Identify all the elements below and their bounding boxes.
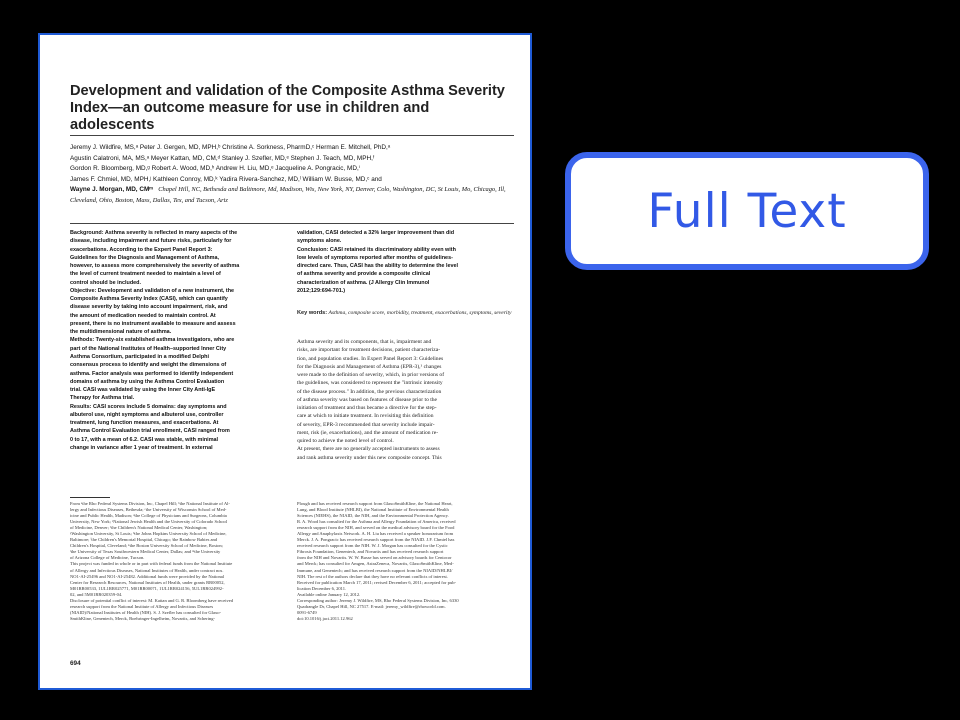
- abstract-right-column: [297, 229, 515, 295]
- body-line: the guidelines, was considered to represent the "intrinsic intensity: [297, 380, 443, 387]
- footnote-line: Immune, and Genentech; and has received research support from the NIAID/NHLBI/: [297, 567, 453, 573]
- footnote-line: Merck. J. A. Pongracic has received research support from the NIAID. J.F. Chmiel has: [297, 537, 455, 543]
- footnote-line: ˡthe University of Texas Southwestern Medical Center, Dallas; and ᵐthe University: [70, 549, 221, 555]
- footnote-line: M01RR00533, 1UL1RR025771, M01RR00071, 1UL1RR024156, 5UL1RR024992-: [70, 585, 224, 591]
- abstract-line: Conclusion: CASI retained its discriminatory ability even with: [297, 246, 456, 253]
- footnote-line: Quadrangle Dr, Chapel Hill, NC 27517. E-mail: jeremy_wildfire@rhoworld.com.: [297, 603, 446, 609]
- author-line: Jeremy J. Wildfire, MS,ᵃ Peter J. Gergen, MD, MPH,ᵇ Christine A. Sorkness, PharmD,ᶜ Herman E. Mitchell, PhD,ᵃ: [70, 144, 391, 151]
- abstract-line: however, to assess more comprehensively the severity of asthma: [70, 263, 240, 270]
- body-line: of the disease process." In addition, the previous characterization: [297, 388, 442, 395]
- body-line: initiation of treatment and thus became a directive for the step-: [297, 405, 437, 412]
- keywords-label: Key words:: [297, 310, 328, 316]
- body-line: were made to the definition of severity, which, in prior versions of: [297, 372, 445, 379]
- paper-page-thumbnail: [38, 33, 532, 690]
- abstract-line: Guidelines for the Diagnosis and Management of Asthma,: [70, 254, 220, 261]
- body-line: for the Diagnosis and Management of Asthma (EPR-3),¹ changes: [297, 363, 442, 370]
- full-text-button[interactable]: [565, 152, 929, 270]
- abstract-line: asthma. Factor analysis was performed to identify independent: [70, 370, 234, 377]
- abstract-line: exacerbations. According to the Expert Panel Report 3:: [70, 246, 213, 253]
- footnote-line: icine and Public Health, Madison; ᵈthe College of Physicians and Surgeons, Columbia: [70, 513, 227, 519]
- abstract-line: change in variance after 1 year of treatment. In external: [70, 444, 213, 451]
- abstract-line: Objective: Development and validation of a new instrument, the: [70, 287, 235, 294]
- abstract-line: Asthma Control Evaluation trial enrollment, CASI ranged from: [70, 428, 230, 435]
- footnote-line: research support from the NIH, and served on the medical advisory board for the Food: [297, 525, 455, 531]
- footnote-line: SmithKline, Genentech, Merck, Boehringer-Ingelheim, Novartis, and Schering-: [70, 615, 215, 621]
- abstract-left-column: [70, 229, 288, 452]
- footnote-line: received research support from the NIH. W. J. Morgan has consulted for the Cystic: [297, 543, 448, 549]
- footnote-line: lergy and Infectious Diseases, Bethesda; ᶜthe University of Wisconsin School of Med-: [70, 507, 227, 513]
- keywords: [297, 309, 515, 317]
- author-line: Agustin Calatroni, MA, MS,ᵃ Meyer Kattan, MD, CM,ᵈ Stanley J. Szefler, MD,ᵉ Stephen J. Teach, MD, MPH,ᶠ: [70, 154, 375, 162]
- footnote-line: (NIAID)/National Institutes of Health (NIH). S. J. Szefler has consulted for Glaxo-: [70, 609, 222, 615]
- footnote-line: ᵍWashington University, St Louis; ʰthe Johns Hopkins University School of Medicine,: [70, 531, 227, 537]
- body-line: tion, and population studies. In Expert Panel Report 3: Guidelines: [297, 355, 444, 362]
- abstract-line: 2012;129:694-701.): [297, 287, 346, 294]
- body-line: ment, risk (ie, exacerbations), and the amount of medication re-: [297, 429, 439, 436]
- body-line: At present, there are no generally accepted instruments to assess: [297, 446, 440, 453]
- footnote-line: 02, and 5M01RR020359-04.: [70, 591, 123, 597]
- keywords-text: Asthma, composite score, morbidity, treatment, exacerbations, symptoms, severity: [328, 310, 512, 316]
- footnote-line: Plough and has received research support from GlaxoSmithKline, the National Heart,: [297, 501, 453, 506]
- abstract-line: characterization of asthma. (J Allergy Clin Immunol: [297, 279, 430, 286]
- footnote-line: University, New York; ᵉNational Jewish Health and the University of Colorado School: [70, 519, 228, 525]
- abstract-line: Methods: Twenty-six established asthma investigators, who are: [70, 337, 235, 344]
- footnote-line: of Arizona College of Medicine, Tucson.: [70, 555, 145, 561]
- footnote-line: NO1-AI-25496 and NO1-AI-25482. Additional funds were provided by the National: [70, 573, 225, 579]
- author-line: James F. Chmiel, MD, MPH,ʲ Kathleen Conroy, MD,ᵏ Yadira Rivera-Sanchez, MD,ˡ William W. Busse, MD,ᶜ and: [70, 175, 382, 183]
- footnote-line: From ᵃthe Rho Federal Systems Division, Inc, Chapel Hill; ᵇthe National Institute of Al-: [70, 501, 230, 506]
- body-line: of asthma severity was based on features of disease prior to the: [297, 396, 438, 403]
- abstract-line: control should be included.: [70, 279, 141, 286]
- footnote-line: Center for Research Resources, National Institutes of Health, under grants RR00052,: [70, 579, 225, 585]
- abstract-line: the amount of medication needed to maintain control. At: [70, 312, 216, 319]
- abstract-line: Background: Asthma severity is reflected in many aspects of the: [70, 230, 238, 236]
- body-line: Asthma severity and its components, that is, impairment and: [297, 339, 432, 345]
- footnote-line: research support from the National Institute of Allergy and Infectious Diseases: [70, 603, 214, 609]
- abstract-line: treatment, lung function measures, and exacerbations. At: [70, 420, 219, 427]
- abstract-line: of asthma severity and provide a composite clinical: [297, 271, 431, 278]
- paper-title: Development and validation of the Composite Asthma Severity Index—an outcome measure for use in children and adolescents: [70, 83, 505, 133]
- author-line: Gordon R. Bloomberg, MD,ᵍ Robert A. Wood, MD,ʰ Andrew H. Liu, MD,ᵉ Jacqueline A. Pongracic, MD,ⁱ: [70, 165, 360, 173]
- footnote-line: Baltimore; ⁱthe Children's Memorial Hospital, Chicago; ʲthe Rainbow Babies and: [70, 537, 218, 543]
- footnote-line: doi:10.1016/j.jaci.2011.12.962: [297, 615, 353, 621]
- footnote-line: NIH. The rest of the authors declare that they have no relevant conflicts of interest.: [297, 573, 448, 579]
- body-line: risks, are important for treatment decisions, patient characteriza-: [297, 347, 441, 354]
- author-block: [70, 143, 514, 207]
- body-text: [297, 338, 515, 462]
- abstract-line: present, there is no instrument available to measure and assess: [70, 320, 236, 327]
- body-line: of severity, EPR-3 recommended that severity include impair-: [297, 421, 435, 428]
- footnote-line: This project was funded in whole or in part with federal funds from the National Institute: [70, 561, 233, 567]
- abstract-line: disease severity by taking into account impairment, risk, and: [70, 304, 228, 311]
- footnotes-left: [70, 501, 288, 622]
- body-line: care at which to initiate treatment. In revisiting this definition: [297, 413, 434, 420]
- author-last-line: [70, 185, 514, 206]
- footnote-rule: [70, 497, 110, 498]
- body-line: and rank asthma severity under this new composite concept. This: [297, 454, 442, 461]
- footnote-line: Lung, and Blood Institute (NHLBI), the National Institute of Environmental Health: [297, 507, 449, 513]
- abstract-line: Composite Asthma Severity Index (CASI), which can quantify: [70, 296, 228, 303]
- abstract-line: consensus process to identify and weight the dimensions of: [70, 362, 227, 369]
- footnote-line: Disclosure of potential conflict of interest: M. Kattan and G. R. Bloomberg have received: [70, 597, 234, 603]
- abstract-line: part of the National Institutes of Health–supported Inner City: [70, 345, 227, 352]
- body-line: quired to achieve the noted level of control.: [297, 438, 394, 445]
- title-rule: [70, 135, 514, 136]
- abstract-line: Results: CASI scores include 5 domains: day symptoms and: [70, 403, 227, 410]
- author-last: Wayne J. Morgan, MD, CMᵐ: [70, 186, 153, 194]
- abstract-line: Therapy for Asthma trial.: [70, 395, 135, 402]
- footnotes-right: [297, 501, 515, 622]
- abstract-line: Asthma Consortium, participated in a modified Delphi: [70, 353, 209, 360]
- abstract-line: the level of current treatment needed to maintain a level of: [70, 271, 221, 278]
- abstract-line: albuterol use, night symptoms and albuterol use, controller: [70, 411, 224, 418]
- abstract-line: directed care. Thus, CASI has the ability to determine the level: [297, 263, 459, 270]
- abstract-line: low levels of symptoms reported after months of guidelines-: [297, 254, 453, 261]
- affiliations: Chapel Hill, NC, Bethesda and Baltimore, Md, Madison, Wis, New York, NY, Denver, Colo, Washington, DC, St Louis, Mo, Chicago, Ill, Cleveland, Ohio, Boston, Mass, Dallas, Tex, and Tucson, Ariz: [70, 186, 506, 204]
- abstract-line: 0 to 17, with a mean of 6.2. CASI was stable, with minimal: [70, 436, 219, 443]
- author-lines: [70, 143, 514, 185]
- abstract-line: domains of asthma by using the Asthma Control Evaluation: [70, 378, 225, 385]
- footnote-line: and Merck; has consulted for Amgen, AstraZeneca, Novartis, GlaxoSmithKline, Med-: [297, 561, 454, 567]
- footnote-line: of Allergy and Infectious Diseases, National Institutes of Health, under contract nos.: [70, 567, 224, 573]
- header-rule: [70, 223, 514, 224]
- footnote-line: Children's Hospital, Cleveland; ᵏthe Boston University School of Medicine, Boston;: [70, 543, 223, 549]
- abstract-line: the multidimensional nature of asthma.: [70, 329, 172, 336]
- full-text-button-label: Full Text: [647, 183, 847, 239]
- footnote-line: lication December 6, 2011.: [297, 585, 347, 591]
- footnote-line: Received for publication March 17, 2011; revised December 6, 2011; accepted for pub-: [297, 579, 456, 585]
- page-number: 694: [70, 660, 81, 667]
- abstract-line: symptoms alone.: [297, 238, 342, 245]
- footnote-line: R. A. Wood has consulted for the Asthma and Allergy Foundation of America, received: [297, 519, 456, 525]
- footnote-line: Fibrosis Foundation, Genentech, and Novartis and has received research support: [297, 549, 444, 555]
- footnote-line: of Medicine, Denver; ᶠthe Children's National Medical Center, Washington;: [70, 525, 208, 531]
- abstract-line: trial. CASI was validated by using the Inner City Anti-IgE: [70, 387, 216, 394]
- footnote-line: from the NIH and Novartis. W. W. Busse has served on advisory boards for Centocor: [297, 555, 452, 561]
- abstract-line: disease, including impairment and future risks, particularly for: [70, 238, 232, 245]
- footnote-line: Sciences (NIEHS), the NIAID, the NIH, and the Environmental Protection Agency.: [297, 513, 449, 519]
- footnote-line: 0091-6749: [297, 609, 317, 615]
- footnote-line: Corresponding author: Jeremy J. Wildfire, MS, Rho Federal Systems Division, Inc, 6330: [297, 597, 459, 603]
- footnote-line: Available online January 12, 2012.: [297, 591, 361, 597]
- abstract-line: validation, CASI detected a 32% larger improvement than did: [297, 230, 455, 236]
- footnote-line: Allergy and Anaphylaxis Network. A. H. Liu has received a speaker honorarium from: [297, 531, 454, 537]
